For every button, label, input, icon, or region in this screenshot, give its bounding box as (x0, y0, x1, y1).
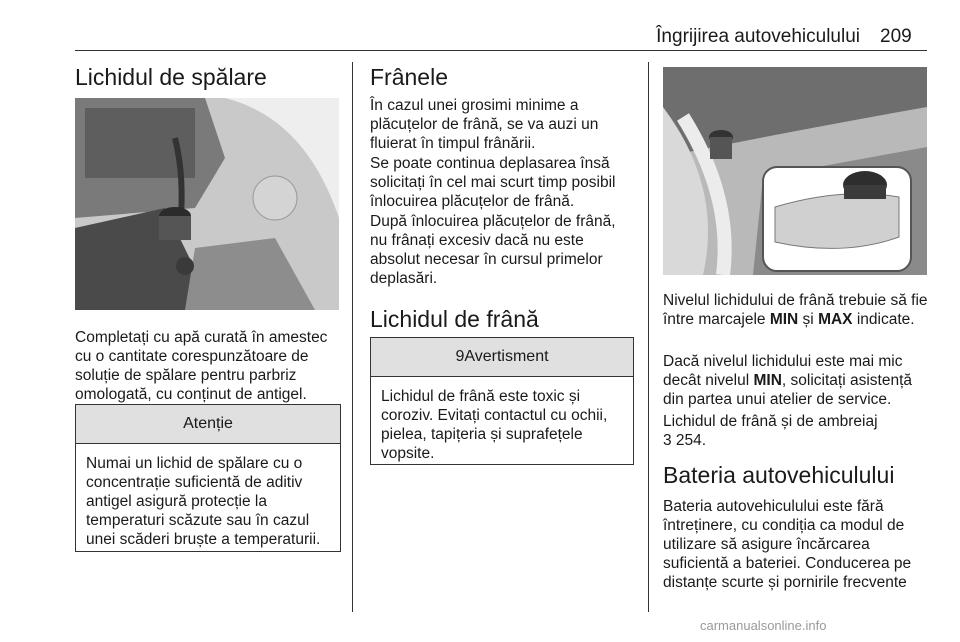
battery-paragraph: Bateria autovehiculului este fără întreținere, cu condiția ca modul de utilizare să asigure încărcarea suficientă a bateriei. Conducerea pe distanțe scurte și pornirile frecvente (663, 498, 912, 591)
column-divider (648, 62, 649, 612)
brake-fluid-illustration (663, 67, 927, 275)
watermark: carmanualsonline.info (700, 618, 827, 633)
caution-title: Atenție (76, 405, 340, 444)
section-heading-brake-fluid: Lichidul de frână (370, 306, 539, 332)
washer-fluid-photo (75, 98, 339, 310)
warning-triangle-icon: 9 (455, 348, 465, 365)
min-marker: MIN (769, 311, 799, 328)
min-marker: MIN (753, 372, 782, 389)
brakes-paragraph-2: Se poate continua deplasarea însă solicitați în cel mai scurt timp posibil înlocuirea plăcuțelor de frână. (370, 155, 616, 210)
header-rule (75, 50, 927, 51)
running-header-title: Îngrijirea autovehiculului (656, 26, 860, 47)
caution-box (75, 404, 341, 552)
section-heading-battery: Bateria autovehiculului (663, 462, 895, 488)
max-marker: MAX (818, 311, 853, 328)
brakes-paragraph-3: După înlocuirea plăcuțelor de frână, nu frânați excesiv dacă nu este absolut necesar în cursul primelor deplasări. (370, 213, 616, 287)
brake-clutch-fluid-reference: Lichidul de frână și de ambreiaj 3 254. (663, 413, 878, 449)
brakes-paragraph-1: În cazul unei grosimi minime a plăcuțelor de frână, se va auzi un fluierat în timpul frânării. (370, 97, 599, 152)
brake-fluid-low-paragraph: Dacă nivelul lichidului este mai mic decât nivelul MIN, solicitați asistență din partea unui atelier de service. (663, 353, 912, 408)
section-heading-brakes: Frânele (370, 64, 448, 90)
brake-fluid-level-paragraph: Nivelul lichidului de frână trebuie să fie între marcajele MIN și MAX indicate. (663, 292, 928, 328)
washer-fluid-illustration (75, 98, 339, 310)
warning-title: Avertisment (464, 348, 549, 365)
warning-header (371, 338, 633, 377)
page-reference-link[interactable]: 3 254. (663, 432, 707, 449)
column-divider (352, 62, 353, 612)
washer-fluid-paragraph: Completați cu apă curată în amestec cu o cantitate corespunzătoare de soluție de spălare pentru parbriz omologată, cu conținut de antigel. (75, 329, 328, 403)
section-heading-washer-fluid: Lichidul de spălare (75, 64, 267, 90)
caution-body: Numai un lichid de spălare cu o concentrație suficientă de aditiv antigel asigură protecție la temperaturi scăzute sau în cazul unei scăderi bruște a temperaturii. (86, 455, 321, 548)
warning-body: Lichidul de frână este toxic și coroziv. Evitați contactul cu ochii, pielea, tapițeria și suprafețele vopsite. (381, 388, 608, 462)
page-number: 209 (880, 26, 912, 47)
brake-fluid-photo (663, 67, 927, 275)
warning-box (370, 337, 634, 465)
